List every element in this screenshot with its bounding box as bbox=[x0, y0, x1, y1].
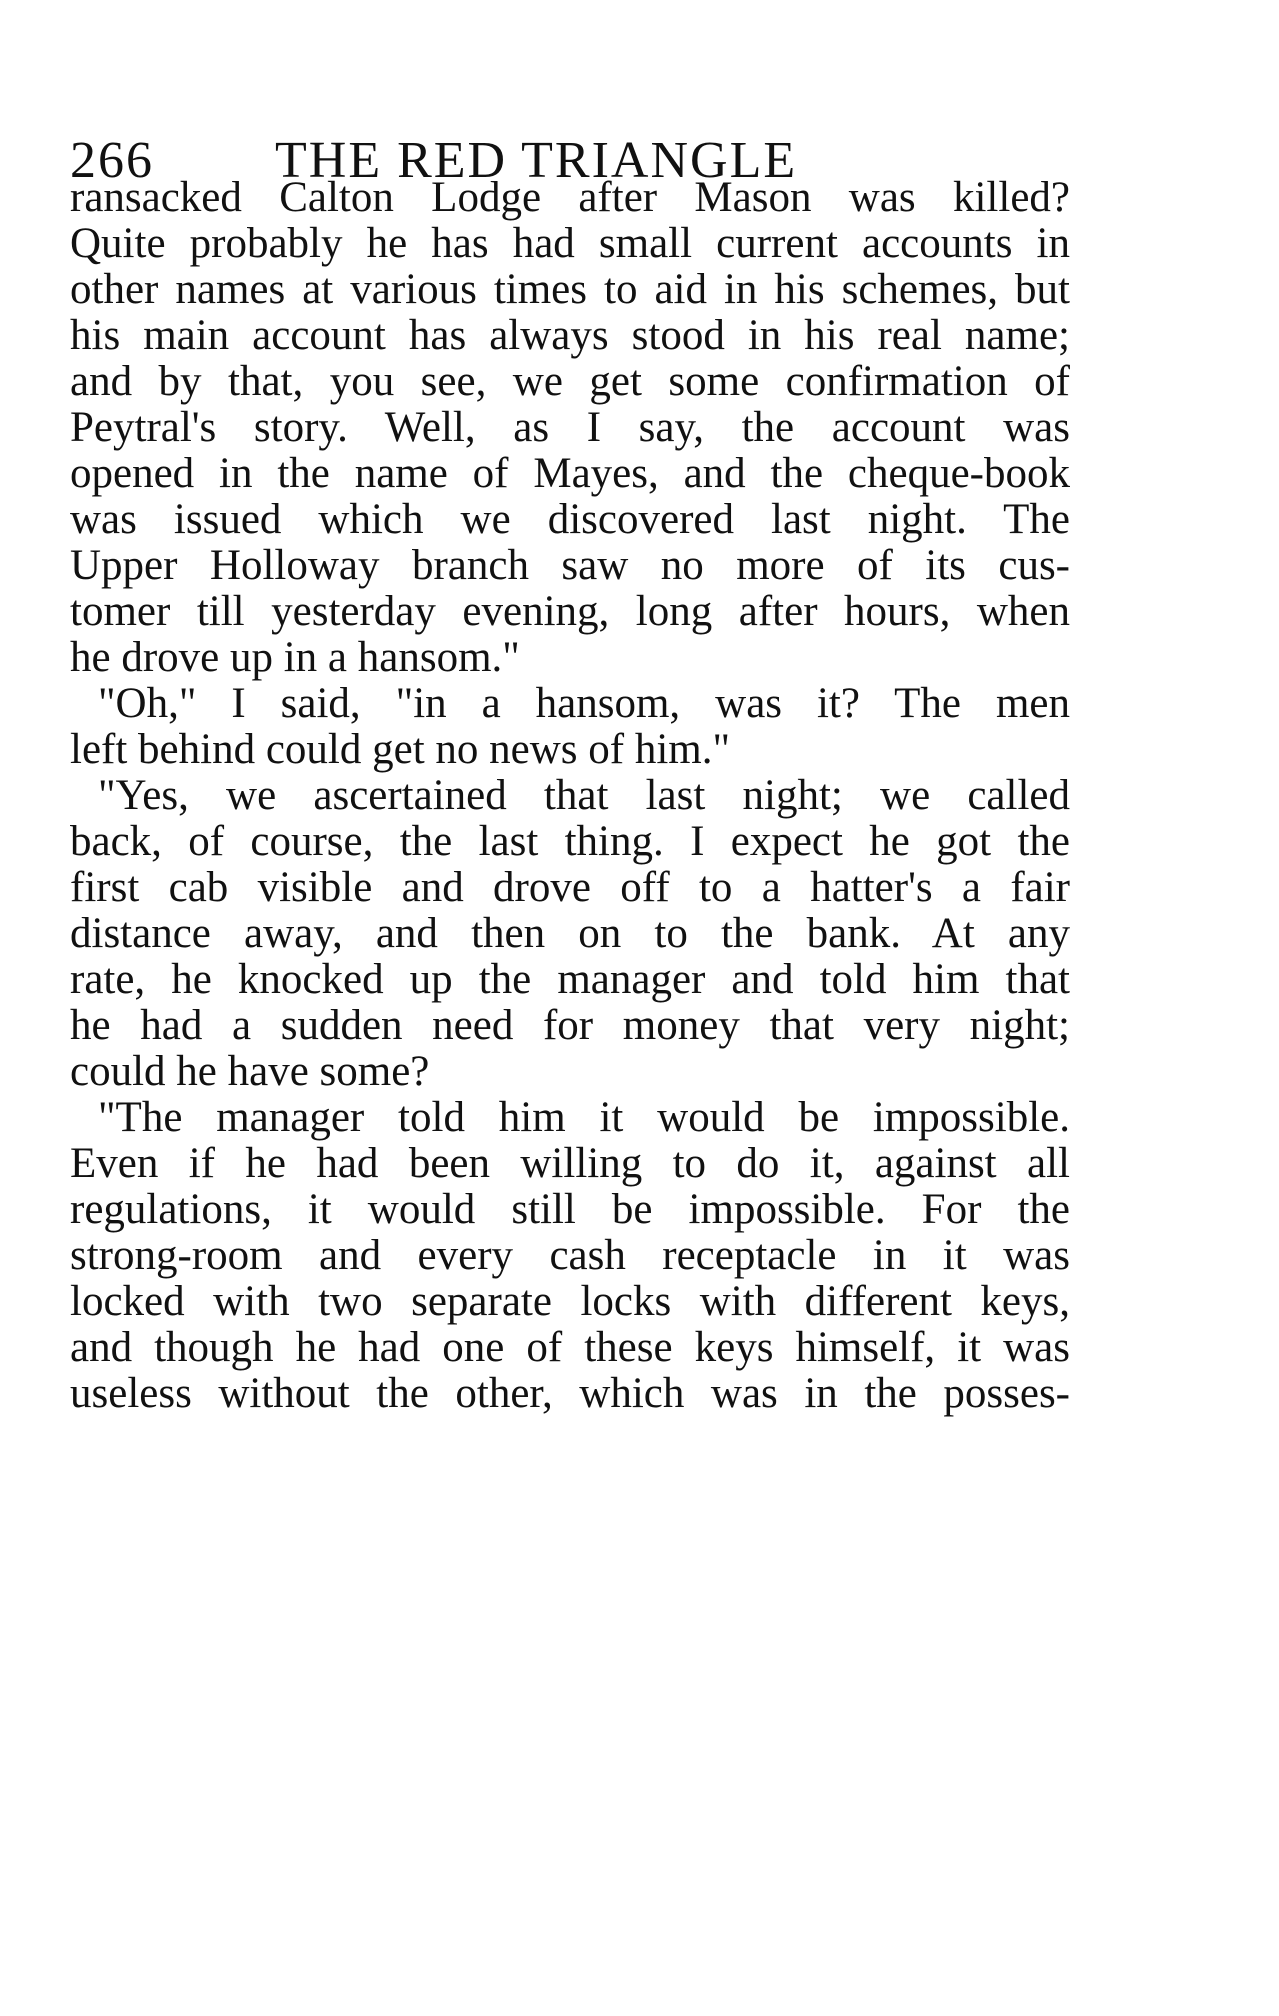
text-line: first cab visible and drove off to a hatter's a fair bbox=[70, 864, 1070, 911]
page-number: 266 bbox=[70, 132, 154, 189]
text-line: left behind could get no news of him." bbox=[70, 726, 731, 773]
text-line: Peytral's story. Well, as I say, the account was bbox=[70, 404, 1070, 451]
text-line: other names at various times to aid in his schemes, but bbox=[70, 266, 1070, 313]
text-line: could he have some? bbox=[70, 1048, 430, 1095]
text-line: strong-room and every cash receptacle in it was bbox=[70, 1232, 1070, 1279]
text-line: rate, he knocked up the manager and told him that bbox=[70, 956, 1070, 1003]
text-line: Quite probably he has had small current accounts in bbox=[70, 220, 1070, 267]
text-line: Even if he had been willing to do it, against all bbox=[70, 1140, 1070, 1187]
text-line: ransacked Calton Lodge after Mason was killed? bbox=[70, 174, 1070, 221]
text-line: locked with two separate locks with different keys, bbox=[70, 1278, 1070, 1325]
text-line: tomer till yesterday evening, long after hours, when bbox=[70, 588, 1070, 635]
text-line: was issued which we discovered last night. The bbox=[70, 496, 1070, 543]
text-line: opened in the name of Mayes, and the cheque-book bbox=[70, 450, 1070, 497]
text-line: and though he had one of these keys himself, it was bbox=[70, 1324, 1070, 1371]
text-line: useless without the other, which was in the posses- bbox=[70, 1370, 1070, 1417]
text-line: he had a sudden need for money that very night; bbox=[70, 1002, 1070, 1049]
text-line: back, of course, the last thing. I expect he got the bbox=[70, 818, 1070, 865]
text-line: "The manager told him it would be impossible. bbox=[98, 1094, 1070, 1141]
running-title: THE RED TRIANGLE bbox=[275, 132, 798, 189]
text-line: Upper Holloway branch saw no more of its cus- bbox=[70, 542, 1070, 589]
text-line: "Yes, we ascertained that last night; we called bbox=[98, 772, 1070, 819]
text-line: regulations, it would still be impossible. For the bbox=[70, 1186, 1070, 1233]
text-line: his main account has always stood in his real name; bbox=[70, 312, 1070, 359]
text-line: distance away, and then on to the bank. At any bbox=[70, 910, 1070, 957]
text-line: and by that, you see, we get some confirmation of bbox=[70, 358, 1070, 405]
text-line: "Oh," I said, "in a hansom, was it? The men bbox=[98, 680, 1070, 727]
text-line: he drove up in a hansom." bbox=[70, 634, 520, 681]
